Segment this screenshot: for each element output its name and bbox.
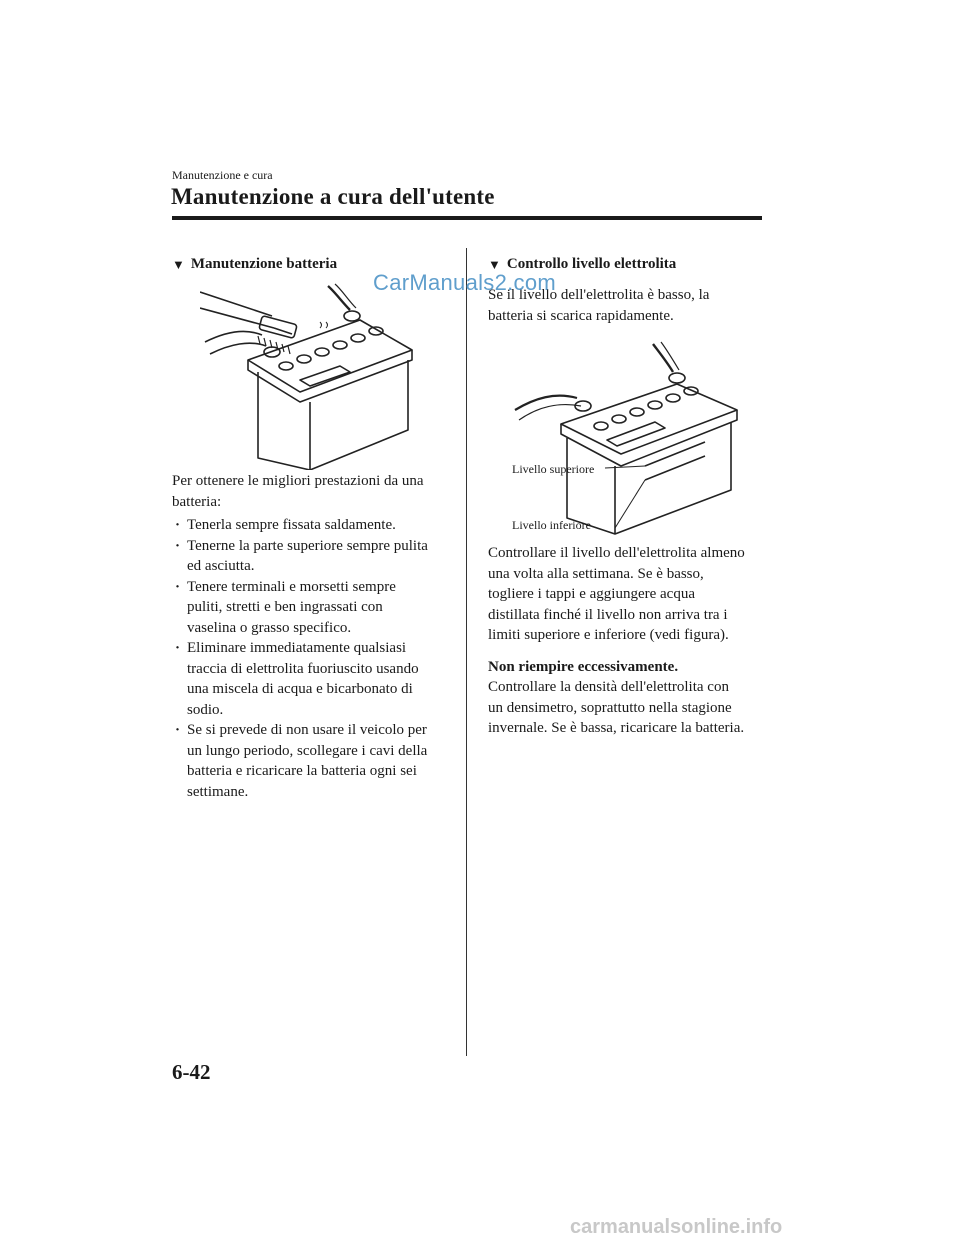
label-upper-level: Livello superiore xyxy=(512,462,595,476)
text-line: una miscela di acqua e bicarbonato di xyxy=(187,681,413,697)
heading-text: Controllo livello elettrolita xyxy=(506,256,677,272)
text-line: invernale. Se è bassa, ricaricare la batteria. xyxy=(488,720,745,736)
section-label: Manutenzione e cura xyxy=(172,168,273,182)
text-line: · Tenerla sempre fissata saldamente. xyxy=(187,517,396,533)
list-item xyxy=(172,720,462,802)
text-line: batteria: xyxy=(172,493,222,510)
text-line: sodio. xyxy=(187,701,224,718)
text-line: · Eliminare immediatamente qualsiasi xyxy=(187,640,407,656)
density-paragraph xyxy=(488,677,768,739)
text-line: · Tenerne la parte superiore sempre pulita xyxy=(187,537,428,554)
label-lower-level: Livello inferiore xyxy=(512,518,591,532)
text-line: traccia di elettrolita fuoriuscito usando xyxy=(187,660,419,677)
text-line: settimane. xyxy=(187,783,249,800)
text-line: Controllare il livello dell'elettrolita almeno xyxy=(488,545,745,561)
heading-text: Manutenzione batteria xyxy=(190,256,338,272)
list-item xyxy=(172,577,462,639)
text-line: ed asciutta. xyxy=(187,558,255,574)
list-item xyxy=(172,638,462,720)
text-line: Per ottenere le migliori prestazioni da una xyxy=(172,473,424,489)
text-line: una volta alla settimana. Se è basso, xyxy=(488,565,704,582)
battery-intro xyxy=(172,471,457,512)
text-line: batteria si scarica rapidamente. xyxy=(488,307,674,324)
text-line: un densimetro, soprattutto nella stagione xyxy=(488,699,732,716)
text-line: Controllare la densità dell'elettrolita con xyxy=(488,679,729,695)
page-number: 6-42 xyxy=(172,1060,211,1084)
text-line: · Se si prevede di non usare il veicolo per xyxy=(187,722,427,738)
text-line: distillata finché il livello non arriva tra i xyxy=(488,606,728,623)
electrolyte-level-illustration xyxy=(505,340,745,536)
list-item xyxy=(172,515,462,536)
overfill-warning: Non riempire eccessivamente. xyxy=(488,659,679,675)
text-line: togliere i tappi e aggiungere acqua xyxy=(488,586,695,602)
text-line: · Tenere terminali e morsetti sempre xyxy=(187,578,396,595)
watermark-top: CarManuals2.com xyxy=(373,270,557,295)
text-line: batteria e ricaricare la batteria ogni sei xyxy=(187,763,417,779)
electrolyte-paragraph xyxy=(488,543,768,646)
text-line: Se il livello dell'elettrolita è basso, la xyxy=(488,287,710,303)
title-rule xyxy=(172,216,762,220)
triangle-down-icon: ▼ xyxy=(488,256,501,272)
text-line: limiti superiore e inferiore (vedi figura). xyxy=(488,627,729,643)
battery-tips-list xyxy=(172,515,462,802)
list-item xyxy=(172,536,462,577)
column-divider xyxy=(466,248,467,1056)
battery-cleaning-illustration xyxy=(200,280,425,470)
text-line: puliti, stretti e ben ingrassati con xyxy=(187,599,383,615)
page-title: Manutenzione a cura dell'utente xyxy=(171,184,495,209)
text-line: un lungo periodo, scollegare i cavi della xyxy=(187,742,428,759)
watermark-bottom: carmanualsonline.info xyxy=(570,1216,783,1238)
heading-battery-maintenance xyxy=(172,256,337,273)
text-line: vaselina o grasso specifico. xyxy=(187,619,352,636)
triangle-down-icon: ▼ xyxy=(172,256,185,272)
